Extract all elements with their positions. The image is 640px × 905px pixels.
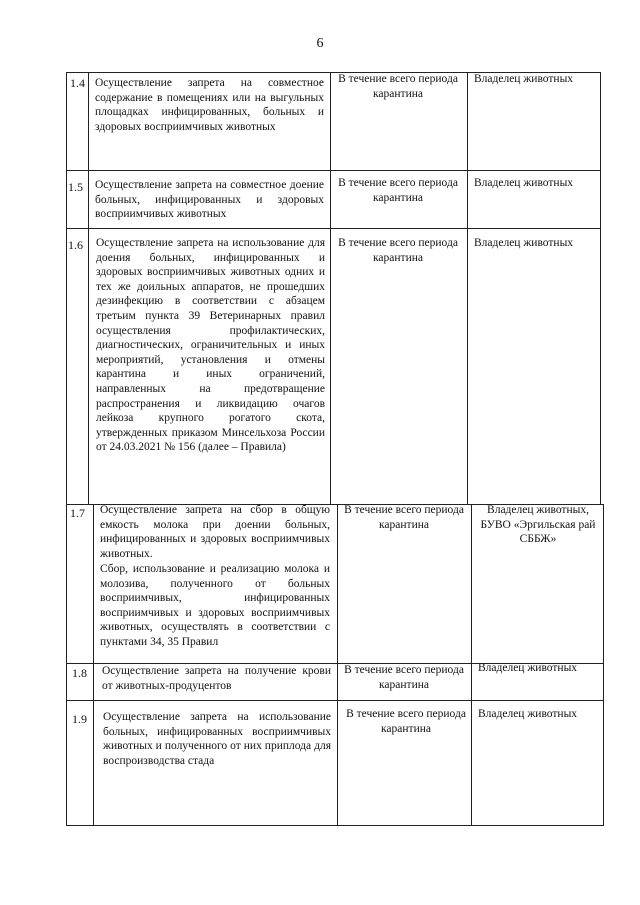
row-number: 1.9: [72, 712, 87, 726]
table-border-col1: [88, 72, 89, 504]
responsible-party: Владелец животных: [474, 237, 574, 249]
measure-text: Осуществление запрета на получение крови от животных-продуцентов: [102, 665, 331, 692]
table-border-col3: [471, 504, 472, 825]
row-border: [66, 825, 604, 826]
row-border: [66, 170, 601, 171]
responsible-party: Владелец животных: [474, 177, 574, 189]
measure-term: В течение всего периода карантина: [346, 708, 466, 735]
responsible-party: Владелец животных: [478, 662, 578, 674]
row-number: 1.4: [70, 76, 85, 90]
responsible-party: Владелец животных, БУВО «Эргильская рай СББЖ»: [480, 504, 596, 546]
measure-text-continued: Сбор, использование и реализацию молока и молозива, полученного от больных восприимчивых, инфицированных восприимчивых и здоровых восприимчивых животных, осуществлять в соответствии с пунктами 34, 35 Правил: [100, 563, 330, 648]
table-border-right: [600, 72, 601, 504]
row-number: 1.7: [70, 506, 85, 520]
measure-text: Осуществление запрета на совместное содержание в помещениях или на выгульных площадках инфицированных, больных и здоровых восприимчивых животных: [95, 77, 324, 133]
table-border-col3: [467, 72, 468, 504]
responsible-party: Владелец животных: [478, 708, 578, 720]
row-number: 1.8: [72, 666, 87, 680]
table-border-left: [66, 72, 67, 825]
page-number: 6: [316, 36, 324, 51]
table-border-col2: [330, 72, 331, 504]
measure-text: Осуществление запрета на совместное доение больных, инфицированных и здоровых восприимчивых животных: [95, 179, 324, 221]
measure-term: В течение всего периода карантина: [338, 177, 458, 204]
responsible-party: Владелец животных: [474, 73, 574, 85]
row-number: 1.5: [68, 180, 83, 194]
measure-text: Осуществление запрета на использование больных, инфицированных восприимчивых животных и полученного от них приплода для воспроизводства стада: [103, 711, 331, 767]
table-border-col1: [93, 504, 94, 825]
measure-text: Осуществление запрета на сбор в общую емкость молока при доении больных, инфицированных и здоровых восприимчивых животных.: [100, 504, 330, 560]
row-number: 1.6: [68, 238, 83, 252]
row-border: [66, 228, 601, 229]
table-border-col2: [337, 504, 338, 825]
measure-text: Осуществление запрета на использование для доения больных, инфицированных и здоровых восприимчивых животных одних и тех же доильных аппаратов, не прошедших дезинфекцию в соответствии с абзацем третьим пункта 39 Ветеринарных правил осуществления профилактических, диагностических, ограничительных и иных мероприятий, установления и отмены карантина и иных ограничений, направленных на предотвращение распространения и ликвидацию очагов лейкоза крупного рогатого скота, утвержденных приказом Минсельхоза России от 24.03.2021 № 156 (далее – Правила): [96, 237, 325, 454]
measure-term: В течение всего периода карантина: [338, 73, 458, 100]
measure-term: В течение всего периода карантина: [344, 664, 464, 691]
table-border-right: [603, 504, 604, 825]
measure-term: В течение всего периода карантина: [338, 237, 458, 264]
row-border: [66, 700, 604, 701]
measure-term: В течение всего периода карантина: [344, 504, 464, 531]
